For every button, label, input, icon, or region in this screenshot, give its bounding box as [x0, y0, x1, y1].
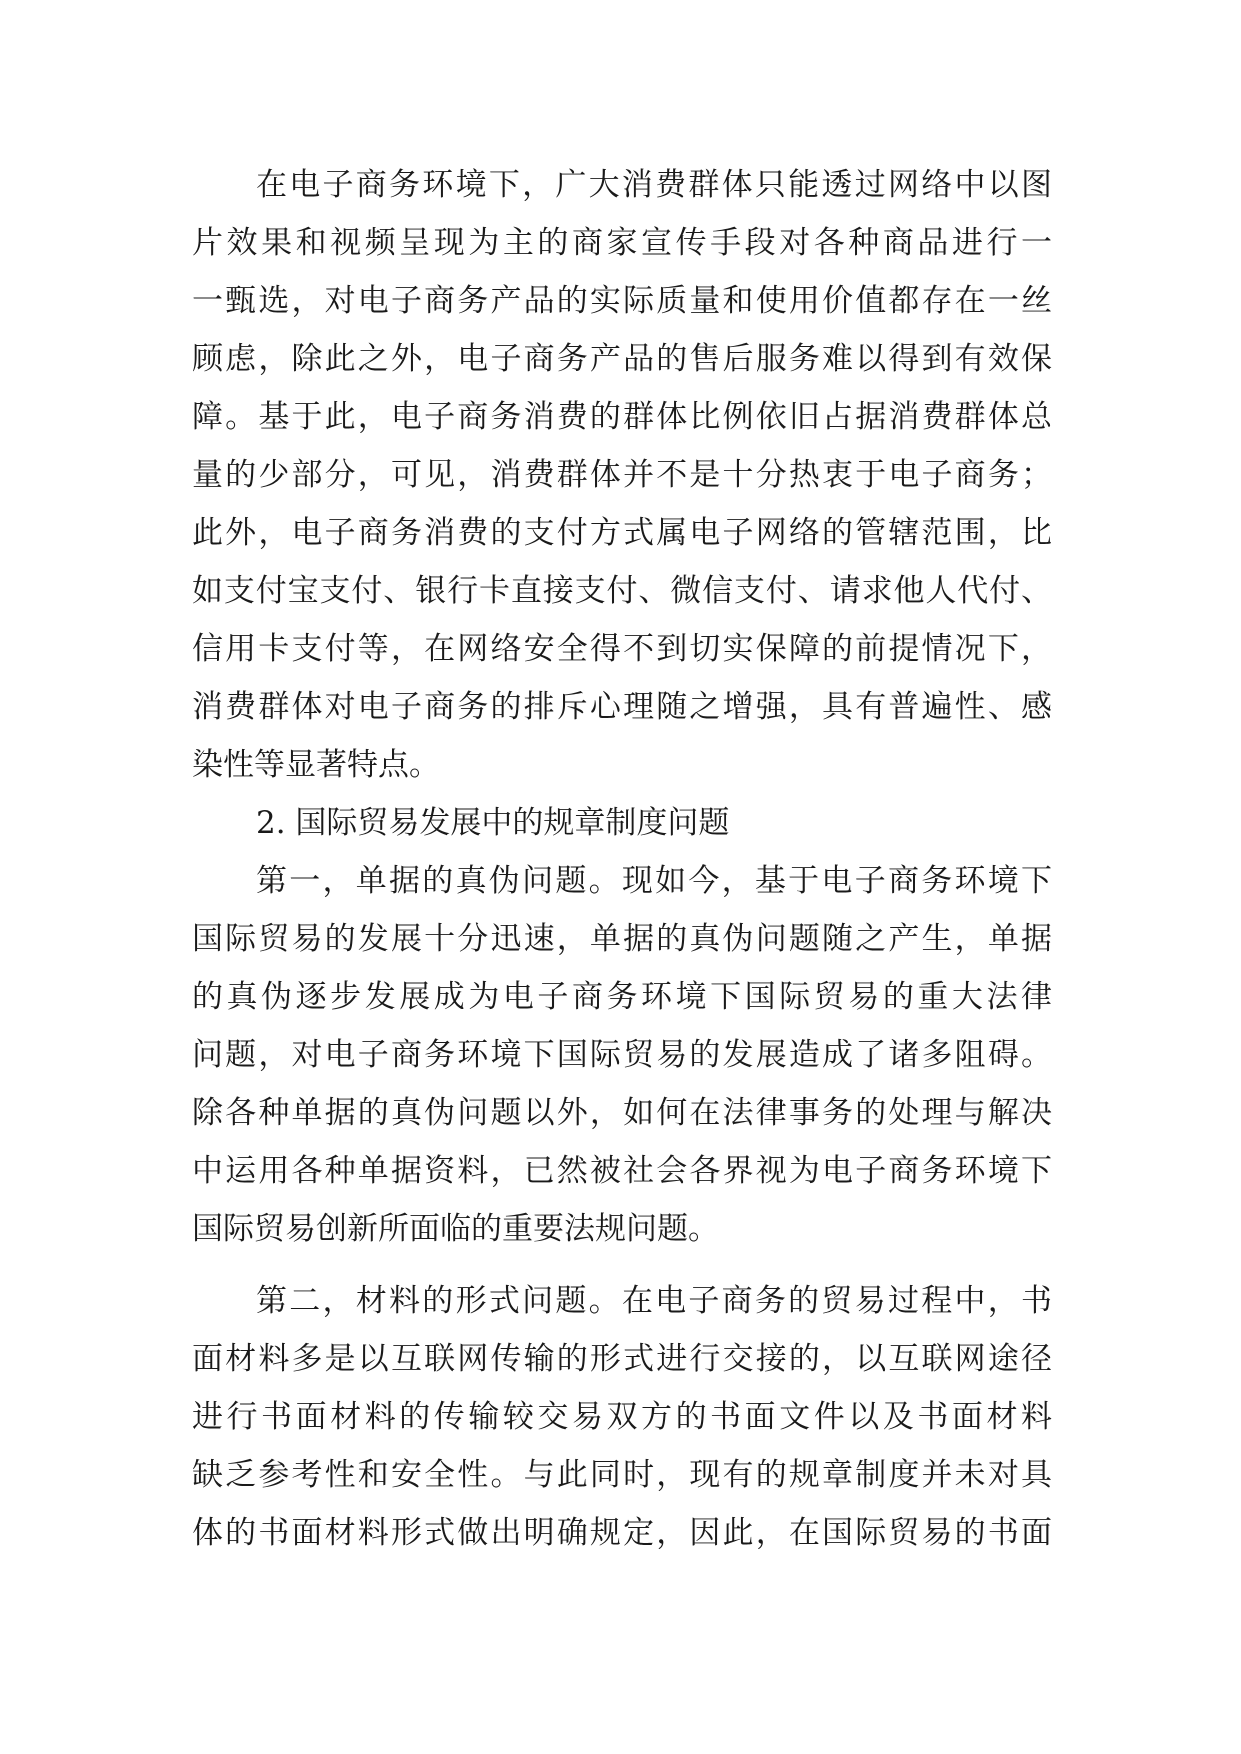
- text-line: 面材料多是以互联网传输的形式进行交接的，以互联网途径: [192, 1341, 1052, 1377]
- text-line: 的真伪逐步发展成为电子商务环境下国际贸易的重大法律: [192, 979, 1052, 1015]
- section-heading: 2. 国际贸易发展中的规章制度问题: [256, 805, 730, 841]
- text-line: 消费群体对电子商务的排斥心理随之增强，具有普遍性、感: [192, 689, 1052, 725]
- text-line: 在电子商务环境下，广大消费群体只能透过网络中以图: [256, 167, 1052, 203]
- text-line: 国际贸易的发展十分迅速，单据的真伪问题随之产生，单据: [192, 921, 1052, 957]
- text-line: 国际贸易创新所面临的重要法规问题。: [192, 1211, 719, 1247]
- text-line: 此外，电子商务消费的支付方式属电子网络的管辖范围，比: [192, 515, 1052, 551]
- text-line: 缺乏参考性和安全性。与此同时，现有的规章制度并未对具: [192, 1457, 1052, 1493]
- text-line: 中运用各种单据资料，已然被社会各界视为电子商务环境下: [192, 1153, 1052, 1189]
- text-line: 进行书面材料的传输较交易双方的书面文件以及书面材料: [192, 1399, 1052, 1435]
- text-line: 信用卡支付等，在网络安全得不到切实保障的前提情况下，: [192, 631, 1052, 667]
- text-line: 一甄选，对电子商务产品的实际质量和使用价值都存在一丝: [192, 283, 1052, 319]
- text-line: 如支付宝支付、银行卡直接支付、微信支付、请求他人代付、: [192, 573, 1052, 609]
- text-line: 第一，单据的真伪问题。现如今，基于电子商务环境下: [256, 863, 1052, 899]
- text-line: 体的书面材料形式做出明确规定，因此，在国际贸易的书面: [192, 1515, 1052, 1551]
- text-line: 第二，材料的形式问题。在电子商务的贸易过程中，书: [256, 1283, 1052, 1319]
- text-line: 量的少部分，可见，消费群体并不是十分热衷于电子商务；: [192, 457, 1052, 493]
- text-line: 障。基于此，电子商务消费的群体比例依旧占据消费群体总: [192, 399, 1052, 435]
- text-line: 除各种单据的真伪问题以外，如何在法律事务的处理与解决: [192, 1095, 1052, 1131]
- text-line: 顾虑，除此之外，电子商务产品的售后服务难以得到有效保: [192, 341, 1052, 377]
- text-line: 染性等显著特点。: [192, 747, 440, 783]
- text-line: 问题，对电子商务环境下国际贸易的发展造成了诸多阻碍。: [192, 1037, 1052, 1073]
- text-line: 片效果和视频呈现为主的商家宣传手段对各种商品进行一: [192, 225, 1052, 261]
